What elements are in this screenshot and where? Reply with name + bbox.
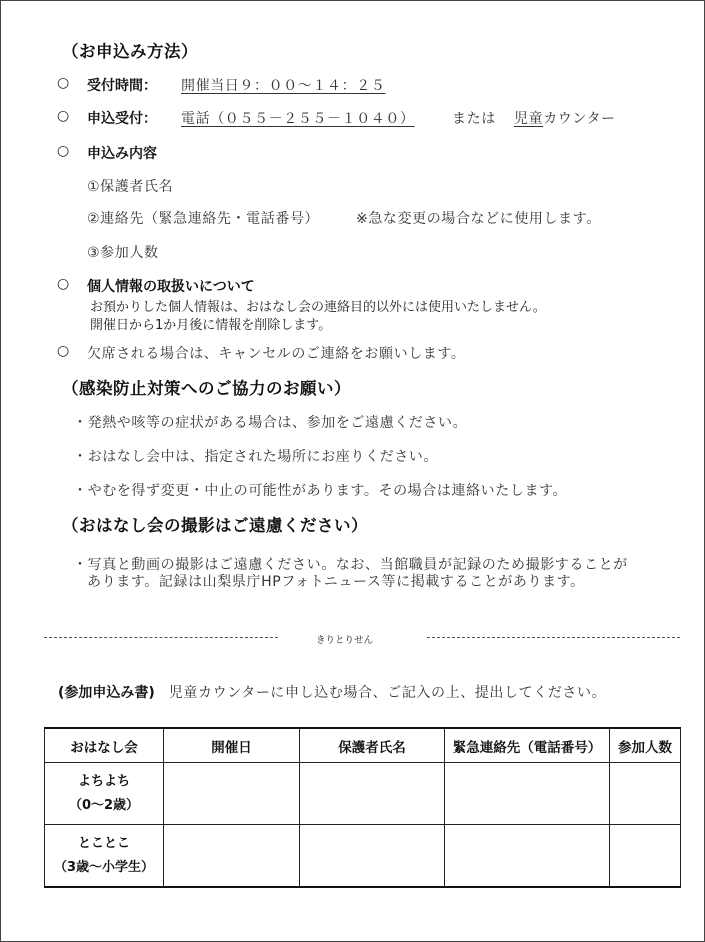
cut-line-label: きりとりせん (316, 635, 374, 646)
session-age: （0～2歳） (68, 797, 140, 813)
session-name-cell (45, 763, 164, 825)
bullet-circle: ○ (57, 276, 70, 292)
participant-count-cell[interactable] (610, 763, 681, 825)
date-cell[interactable] (164, 825, 300, 888)
session-name: とことこ (77, 835, 130, 851)
form-caption (58, 682, 606, 702)
reception-phone: 電話（０５５－２５５－１０４０） (181, 111, 415, 127)
infection-item: ・おはなし会中は、指定された場所にお座りください。 (73, 449, 438, 465)
date-cell[interactable] (164, 763, 300, 825)
privacy-label: 個人情報の取扱いについて (87, 279, 255, 295)
content-note: ※急な変更の場合などに使用します。 (356, 211, 601, 227)
reception-label: 申込受付： (87, 111, 157, 127)
guardian-name-cell[interactable] (300, 763, 445, 825)
reception-or: または (452, 111, 496, 127)
privacy-line: お預かりした個人情報は、おはなし会の連絡目的以外には使用いたしません。 (90, 300, 546, 315)
guardian-name-cell[interactable] (300, 825, 445, 888)
table-row (45, 763, 681, 825)
cut-line-left (44, 637, 278, 638)
column-header: 保護者氏名 (300, 728, 445, 763)
table-row (45, 825, 681, 888)
photo-heading: （おはなし会の撮影はご遠慮ください） (62, 516, 368, 535)
infection-item: ・発熱や咳等の症状がある場合は、参加をご遠慮ください。 (73, 415, 468, 431)
apply-heading: （お申込み方法） (62, 42, 198, 61)
table-header-row (45, 728, 681, 763)
bullet-circle: ○ (57, 75, 70, 91)
column-header: おはなし会 (45, 728, 164, 763)
session-name-cell (45, 825, 164, 888)
infection-item: ・やむを得ず変更・中止の可能性があります。その場合は連絡いたします。 (73, 483, 568, 499)
bullet-circle: ○ (57, 343, 70, 359)
participant-count-cell[interactable] (610, 825, 681, 888)
reception-time-value: 開催当日９：００～１４：２５ (181, 78, 386, 94)
session-name: よちよち (77, 773, 130, 789)
bullet-circle: ○ (57, 108, 70, 124)
emergency-contact-cell[interactable] (445, 825, 610, 888)
bullet-circle: ○ (57, 143, 70, 159)
photo-line: ・写真と動画の撮影はご遠慮ください。なお、当館職員が記録のため撮影することが (73, 557, 628, 573)
form-title: (参加申込み書) (58, 685, 155, 701)
content-item: ①保護者氏名 (87, 179, 174, 195)
content-item: ②連絡先（緊急連絡先・電話番号） (87, 211, 320, 227)
column-header: 開催日 (164, 728, 300, 763)
form-instruction: 児童カウンターに申し込む場合、ご記入の上、提出してください。 (168, 685, 607, 701)
column-header: 緊急連絡先（電話番号） (445, 728, 610, 763)
reception-counter-children: 児童 (514, 111, 544, 127)
content-label: 申込み内容 (87, 146, 157, 162)
emergency-contact-cell[interactable] (445, 763, 610, 825)
reception-counter (514, 108, 616, 128)
infection-heading: （感染防止対策へのご協力のお願い） (62, 379, 351, 398)
content-item: ③参加人数 (87, 245, 159, 261)
cancel-note: 欠席される場合は、キャンセルのご連絡をお願いします。 (87, 346, 466, 362)
session-age: （3歳～小学生） (53, 859, 155, 875)
application-form-table (44, 727, 681, 888)
column-header: 参加人数 (610, 728, 681, 763)
reception-time-label: 受付時間： (87, 78, 157, 94)
privacy-line: 開催日から1か月後に情報を削除します。 (90, 318, 332, 333)
cut-line-right (427, 637, 680, 638)
photo-line: あります。記録は山梨県庁HPフォトニュース等に掲載することがあります。 (87, 574, 585, 590)
reception-counter-rest: カウンター (543, 111, 616, 127)
